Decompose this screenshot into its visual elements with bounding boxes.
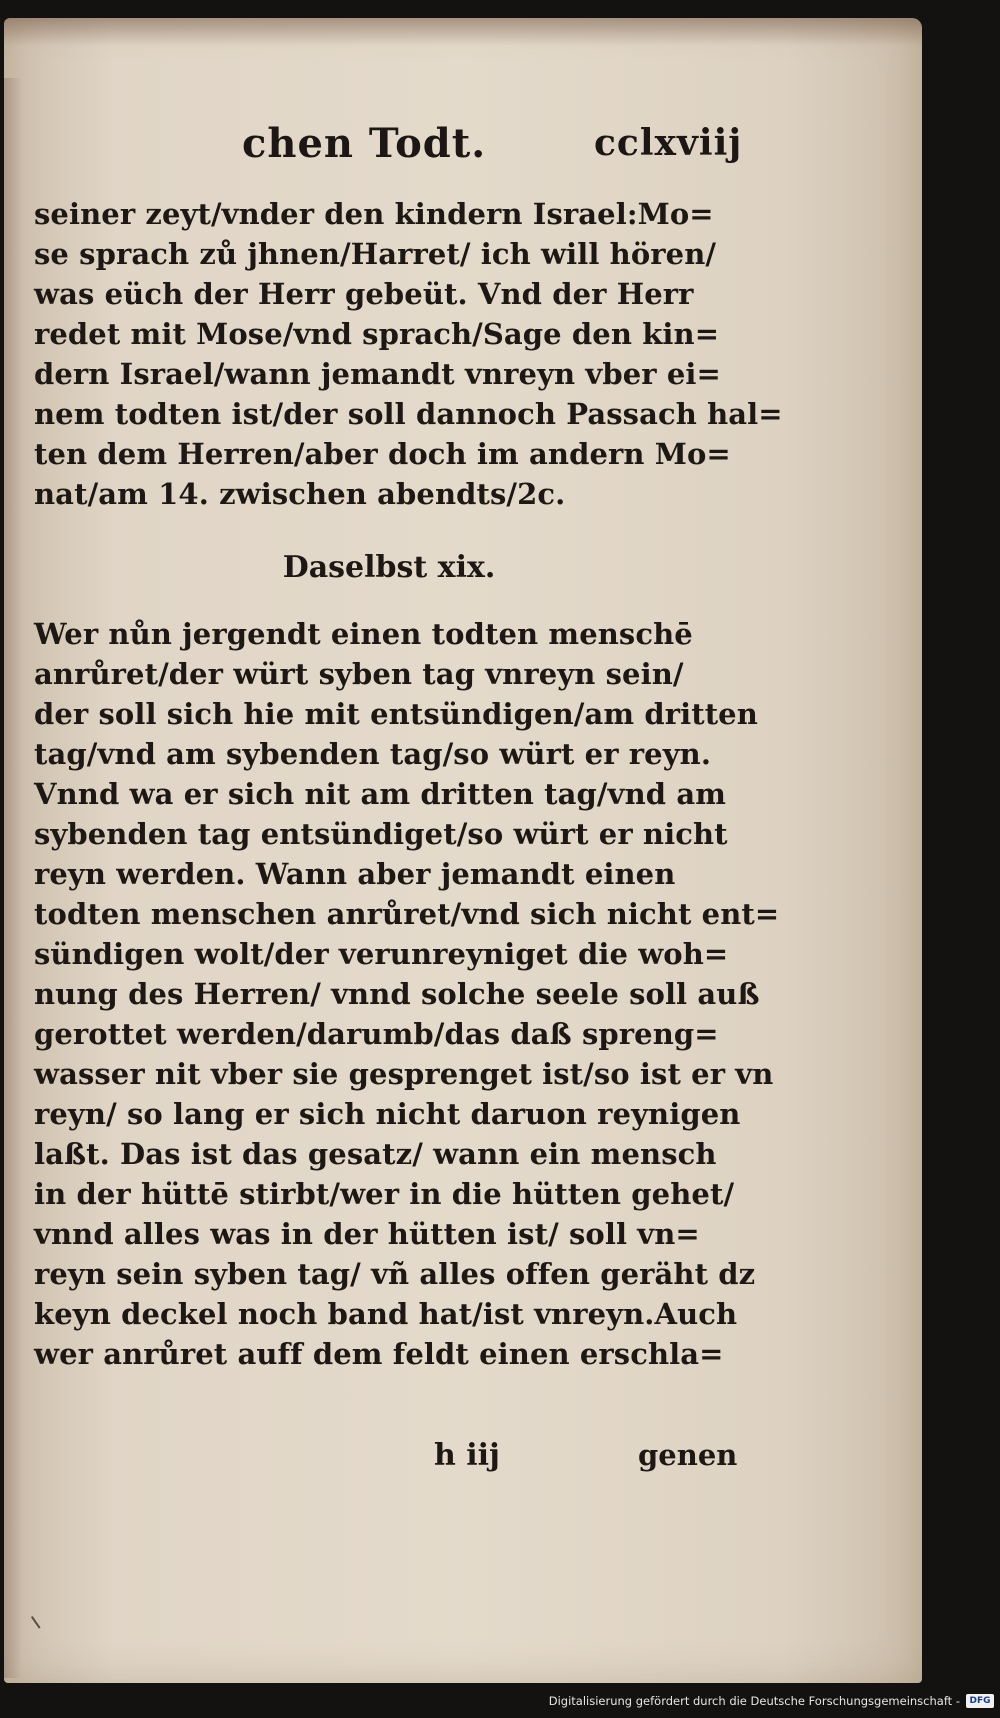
page-header: [234, 120, 743, 184]
text-line: nat/am 14. zwischen abendts/2c.: [34, 477, 566, 511]
folio-number: cclxviij: [594, 122, 743, 164]
text-line: nem todten ist/der soll dannoch Passach hal=: [34, 397, 783, 431]
text-line: todten menschen anrůret/vnd sich nicht ent=: [34, 897, 780, 931]
dfg-logo-icon: DFG: [966, 1694, 994, 1708]
digitization-note: Digitalisierung gefördert durch die Deutsche Forschungsgemeinschaft -: [548, 1694, 960, 1708]
text-line: der soll sich hie mit entsündigen/am dritten: [34, 697, 758, 731]
text-line: Vnnd wa er sich nit am dritten tag/vnd am: [34, 777, 726, 811]
text-line: keyn deckel noch band hat/ist vnreyn.Auch: [34, 1297, 738, 1331]
paragraph-2: [34, 614, 780, 1374]
running-title: chen Todt.: [242, 120, 487, 167]
text-line: vnnd alles was in der hütten ist/ soll vn=: [34, 1217, 700, 1251]
catchword: genen: [638, 1438, 738, 1472]
text-line: Wer nůn jergendt einen todten menschē: [34, 617, 693, 651]
page-left-stain: [4, 78, 22, 1678]
ink-mark: [31, 1611, 47, 1628]
book-page: [4, 18, 922, 1683]
page-top-edge: [4, 18, 922, 46]
text-line: was eüch der Herr gebeüt. Vnd der Herr: [34, 277, 694, 311]
text-line: wer anrůret auff dem feldt einen erschla=: [34, 1337, 724, 1371]
page-footer: [434, 1438, 754, 1482]
text-line: reyn sein syben tag/ vñ alles offen geräht dz: [34, 1257, 756, 1291]
paragraph-1: [34, 194, 783, 514]
text-line: wasser nit vber sie gesprenget ist/so ist er vn: [34, 1057, 774, 1091]
text-line: sündigen wolt/der verunreyniget die woh=: [34, 937, 729, 971]
text-line: dern Israel/wann jemandt vnreyn vber ei=: [34, 357, 721, 391]
text-line: in der hüttē stirbt/wer in die hütten gehet/: [34, 1177, 735, 1211]
text-line: anrůret/der würt syben tag vnreyn sein/: [34, 657, 684, 691]
text-line: se sprach zů jhnen/Harret/ ich will hören/: [34, 237, 717, 271]
text-line: sybenden tag entsündiget/so würt er nicht: [34, 817, 728, 851]
text-line: reyn werden. Wann aber jemandt einen: [34, 857, 676, 891]
text-line: redet mit Mose/vnd sprach/Sage den kin=: [34, 317, 720, 351]
digitization-credit-bar: [0, 1690, 1000, 1718]
text-line: ten dem Herren/aber doch im andern Mo=: [34, 437, 731, 471]
text-line: tag/vnd am sybenden tag/so würt er reyn.: [34, 737, 712, 771]
text-line: gerottet werden/darumb/das daß spreng=: [34, 1017, 719, 1051]
text-line: nung des Herren/ vnnd solche seele soll auß: [34, 977, 760, 1011]
section-heading: Daselbst xix.: [282, 550, 496, 585]
text-line: reyn/ so lang er sich nicht daruon reynigen: [34, 1097, 741, 1131]
text-line: laßt. Das ist das gesatz/ wann ein mensch: [34, 1137, 717, 1171]
signature-mark: h iij: [434, 1438, 500, 1473]
text-line: seiner zeyt/vnder den kindern Israel:Mo=: [34, 197, 714, 231]
